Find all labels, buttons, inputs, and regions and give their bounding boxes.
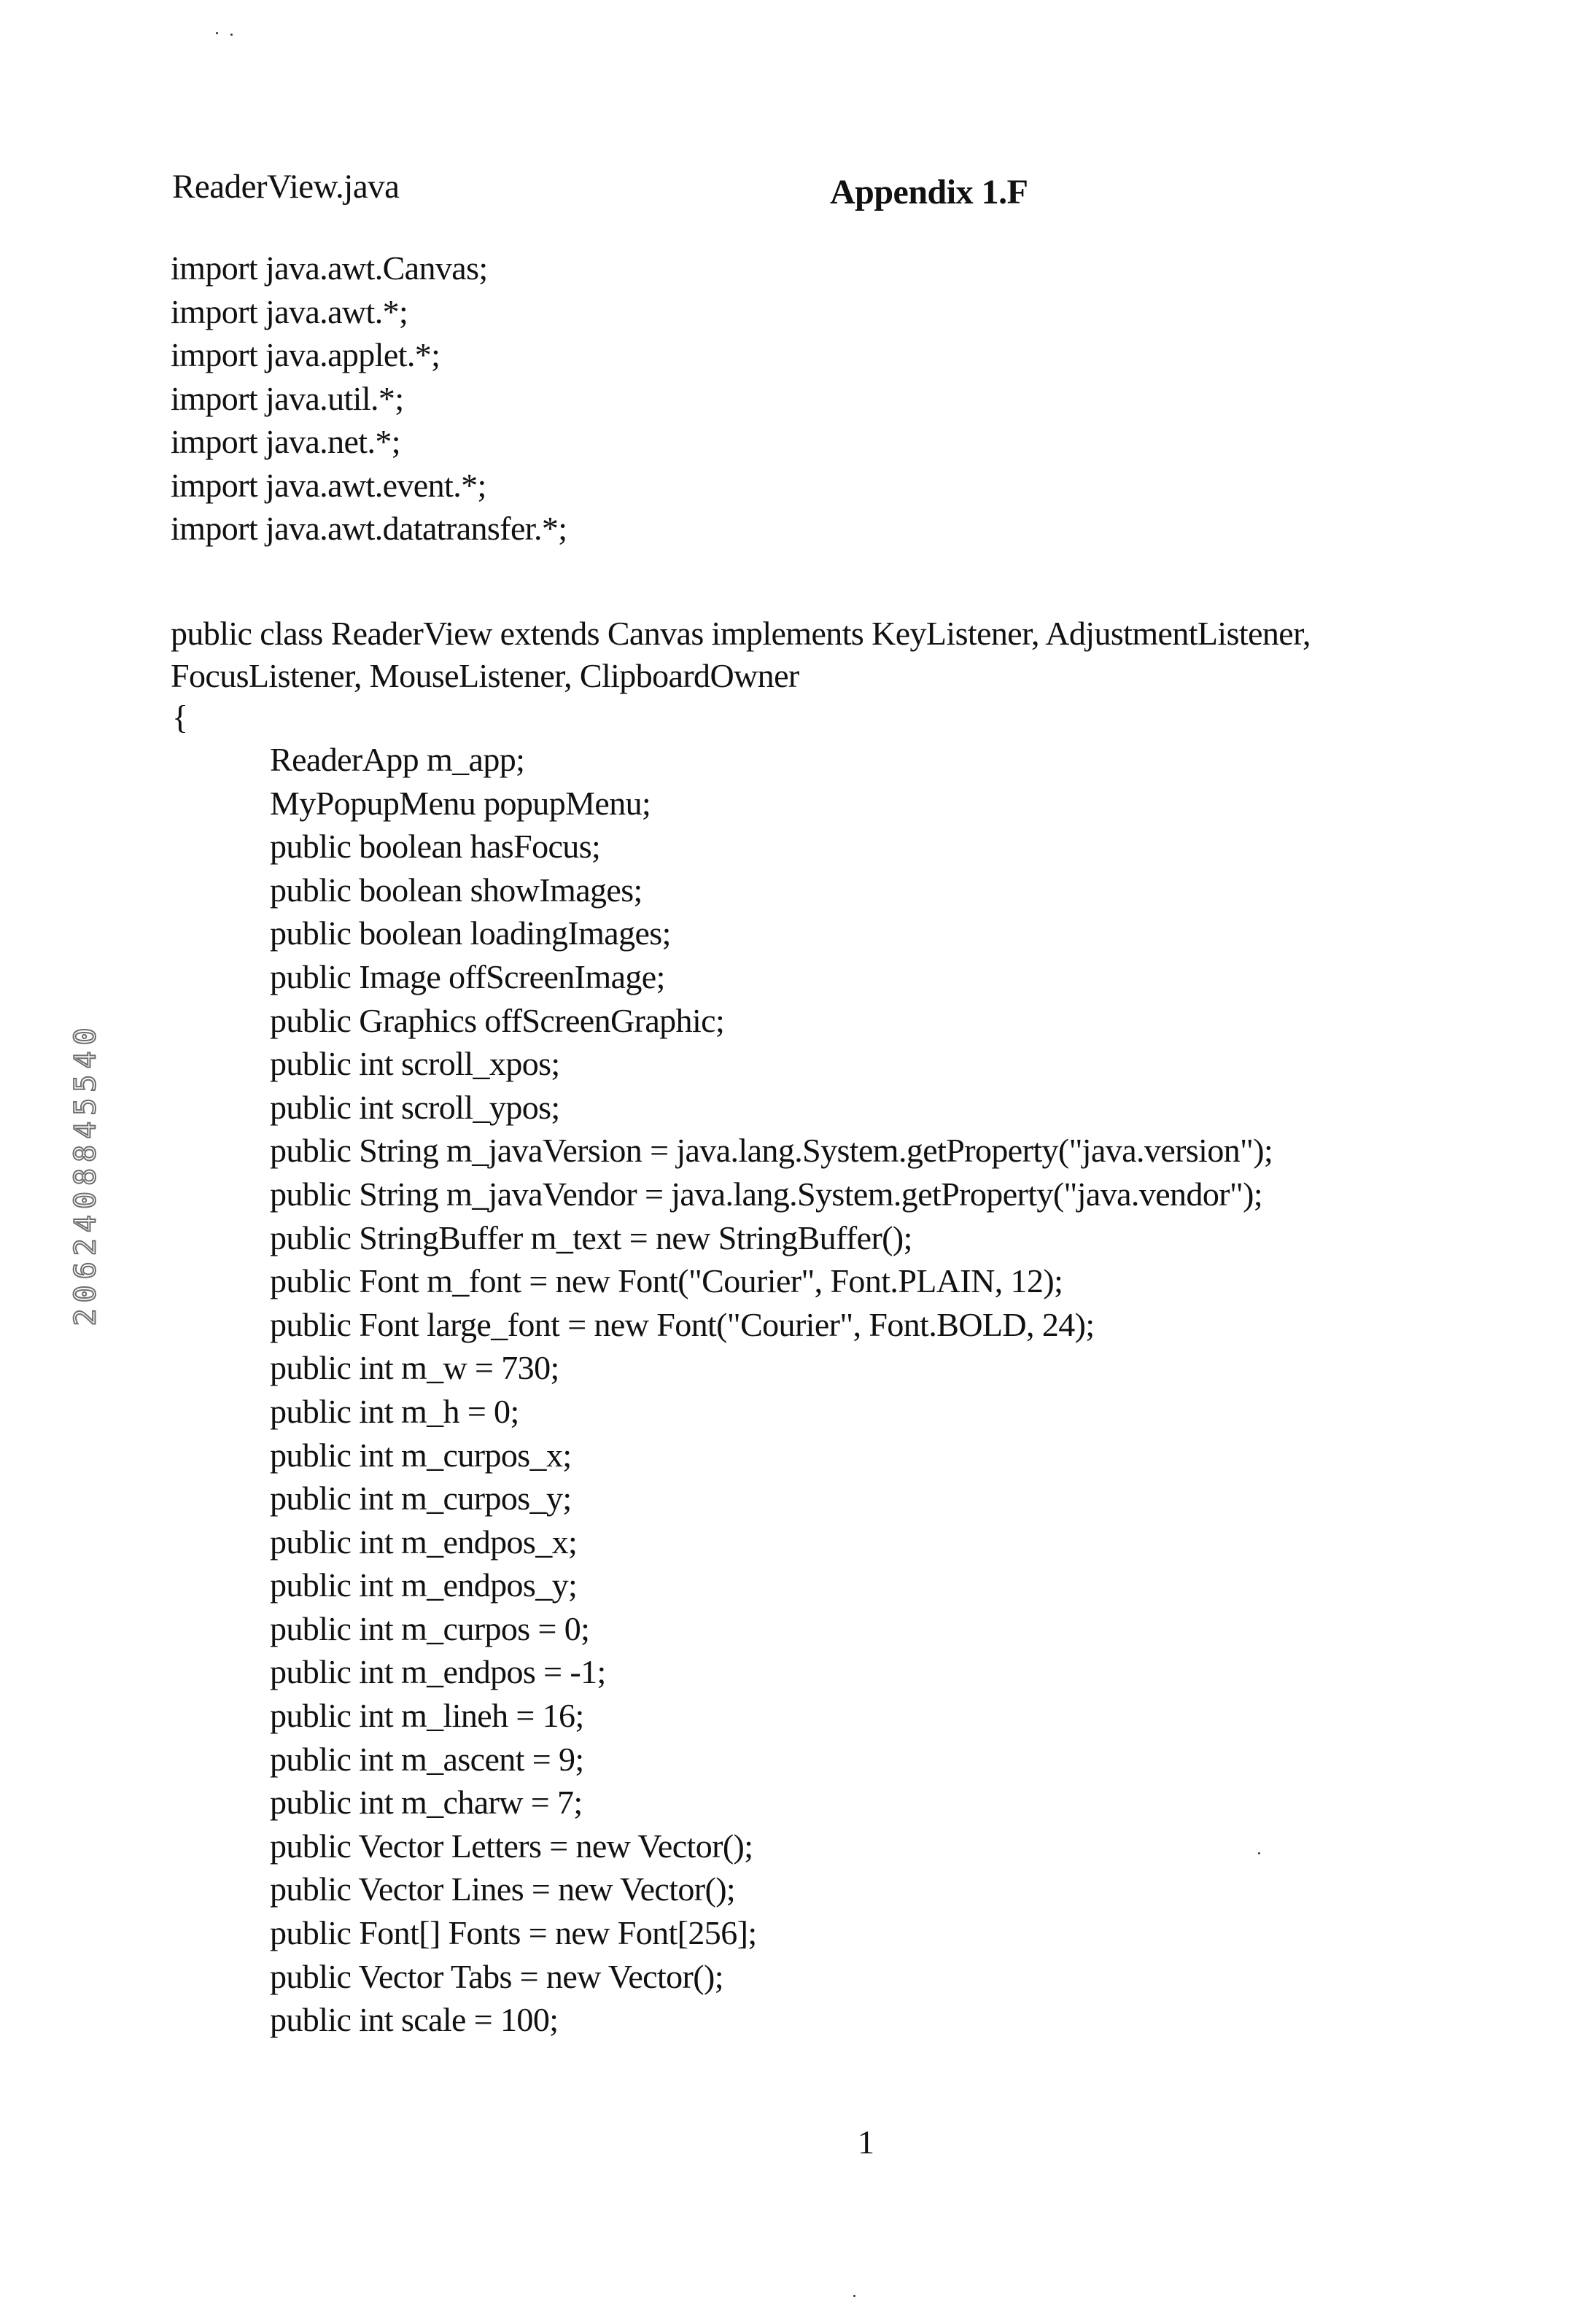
field-line: public Image offScreenImage; <box>270 957 665 995</box>
field-line: public int m_curpos_x; <box>270 1436 572 1474</box>
field-line: public int m_curpos = 0; <box>270 1609 590 1647</box>
field-line: public String m_javaVendor = java.lang.System.getProperty("java.vendor"); <box>270 1175 1263 1213</box>
import-line: import java.awt.*; <box>171 292 408 330</box>
open-brace: { <box>172 699 189 736</box>
class-declaration <box>171 613 1311 697</box>
field-line: public int scroll_ypos; <box>270 1088 560 1126</box>
field-line: public int scale = 100; <box>270 2001 559 2039</box>
import-line: import java.applet.*; <box>171 336 440 373</box>
field-declarations <box>270 738 1273 2042</box>
scan-speck <box>1258 1852 1260 1854</box>
field-line: public Font large_font = new Font("Courier", Font.BOLD, 24); <box>270 1305 1095 1343</box>
field-line: public boolean loadingImages; <box>270 914 671 952</box>
field-line: public int m_h = 0; <box>270 1392 519 1430</box>
field-line: public int scroll_xpos; <box>270 1045 560 1083</box>
field-line: ReaderApp m_app; <box>270 741 525 778</box>
field-line: public String m_javaVersion = java.lang.System.getProperty("java.version"); <box>270 1132 1273 1170</box>
import-line: import java.awt.datatransfer.*; <box>171 510 567 547</box>
class-declaration-line: FocusListener, MouseListener, ClipboardOwner <box>171 657 799 694</box>
scan-speck <box>230 34 233 36</box>
field-line: public StringBuffer m_text = new StringBuffer(); <box>270 1219 912 1256</box>
scan-speck <box>216 32 218 34</box>
scan-stamp <box>70 890 102 1458</box>
field-line: public int m_curpos_y; <box>270 1480 572 1517</box>
field-line: public Vector Tabs = new Vector(); <box>270 1957 723 1995</box>
field-line: MyPopupMenu popupMenu; <box>270 784 651 822</box>
import-line: import java.net.*; <box>171 423 400 460</box>
field-line: public boolean showImages; <box>270 871 643 909</box>
page-number: 1 <box>858 2123 874 2161</box>
class-declaration-line: public class ReaderView extends Canvas implements KeyListener, AdjustmentListener, <box>171 615 1311 652</box>
file-name-header: ReaderView.java <box>172 168 400 206</box>
field-line: public int m_endpos_y; <box>270 1566 578 1604</box>
field-line: public Graphics offScreenGraphic; <box>270 1001 725 1039</box>
appendix-label: Appendix 1.F <box>830 173 1028 211</box>
import-line: import java.awt.event.*; <box>171 466 486 504</box>
field-line: public Vector Letters = new Vector(); <box>270 1827 753 1865</box>
field-line: public int m_endpos = -1; <box>270 1653 606 1691</box>
import-line: import java.util.*; <box>171 379 404 417</box>
field-line: public int m_endpos_x; <box>270 1523 578 1561</box>
field-line: public int m_lineh = 16; <box>270 1697 584 1735</box>
import-line: import java.awt.Canvas; <box>171 249 488 287</box>
scan-stamp-text: 2062408845540 <box>69 1022 104 1326</box>
field-line: public int m_ascent = 9; <box>270 1740 584 1778</box>
import-statements <box>171 246 567 551</box>
field-line: public Font m_font = new Font("Courier", Font.PLAIN, 12); <box>270 1262 1063 1300</box>
field-line: public Font[] Fonts = new Font[256]; <box>270 1914 757 1952</box>
field-line: public Vector Lines = new Vector(); <box>270 1870 736 1908</box>
field-line: public boolean hasFocus; <box>270 828 601 866</box>
field-line: public int m_w = 730; <box>270 1349 559 1387</box>
scan-speck <box>853 2295 855 2297</box>
field-line: public int m_charw = 7; <box>270 1784 583 1822</box>
